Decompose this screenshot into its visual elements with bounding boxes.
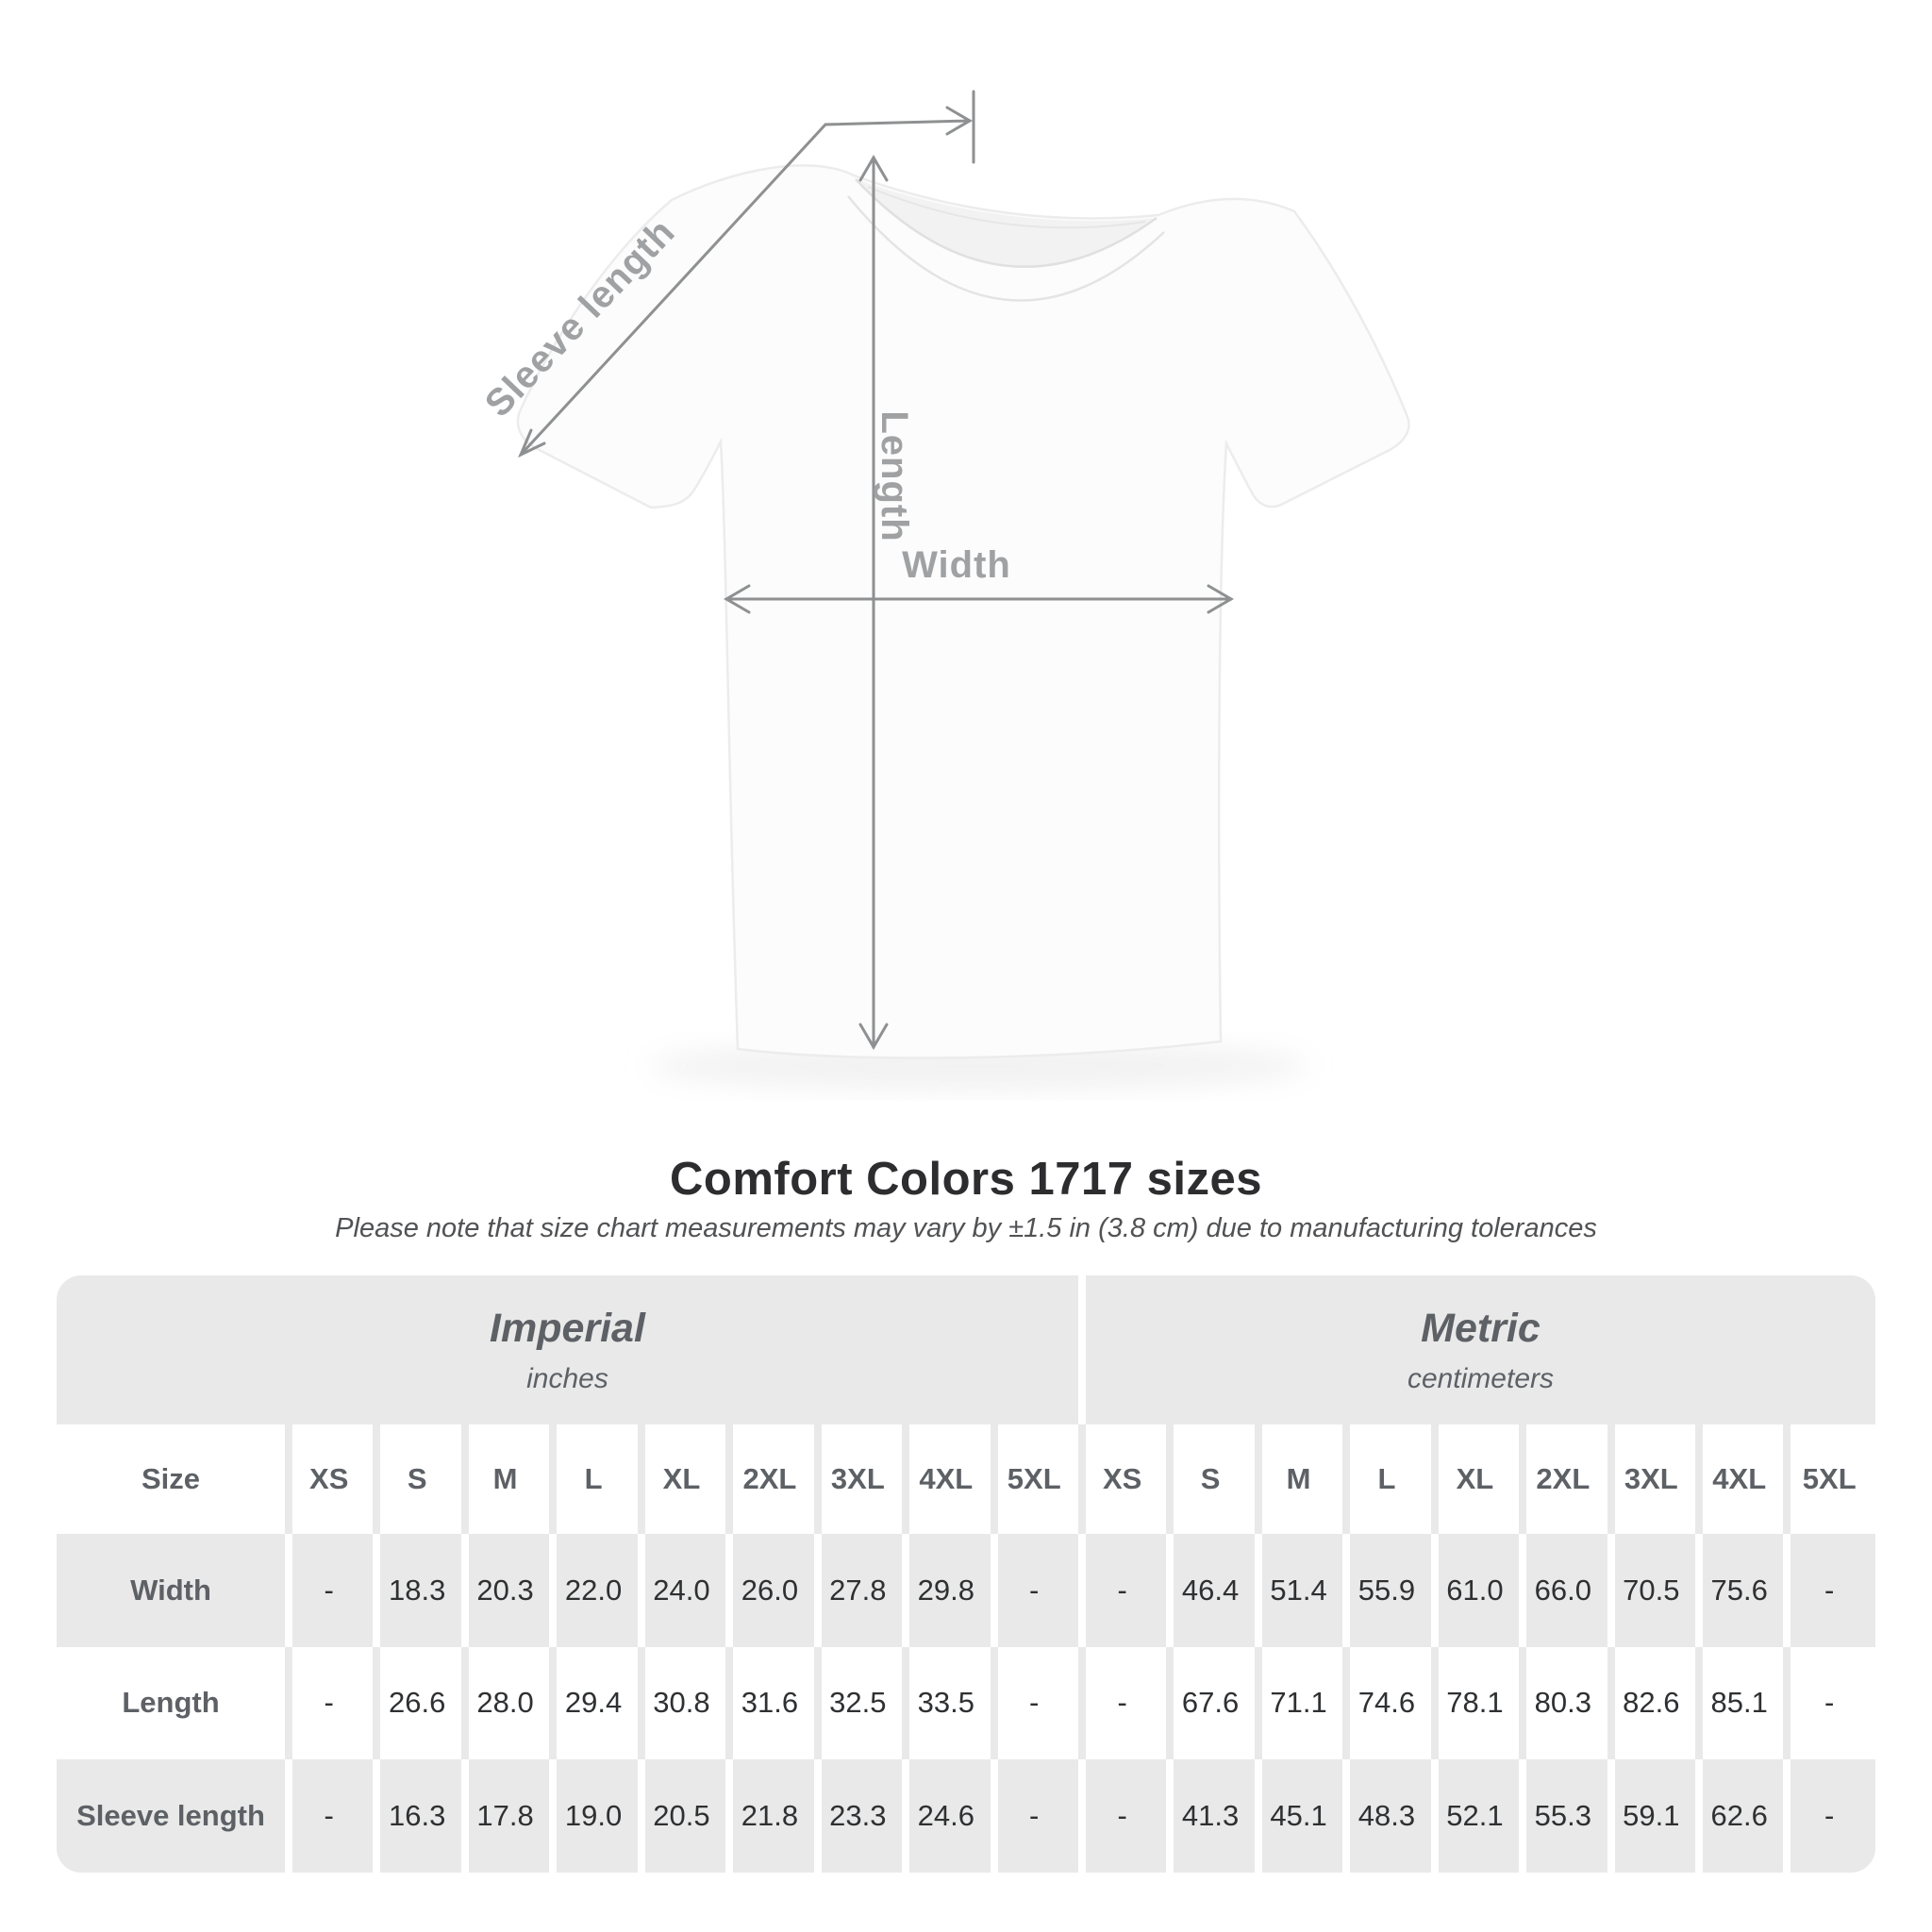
- tshirt-body: [518, 165, 1409, 1058]
- size-header-metric-xl: XL: [1435, 1424, 1523, 1534]
- table-cell-imperial: 33.5: [906, 1647, 993, 1760]
- table-cell-metric: 82.6: [1611, 1647, 1699, 1760]
- metric-section-header: [1082, 1275, 1875, 1424]
- size-chart-table: [57, 1275, 1875, 1873]
- size-header-imperial-s: S: [376, 1424, 464, 1534]
- page-title: Comfort Colors 1717 sizes: [670, 1154, 1262, 1205]
- size-header-imperial-2xl: 2XL: [729, 1424, 817, 1534]
- table-cell-imperial: 29.8: [906, 1534, 993, 1647]
- measurement-row-sleeve-length: [57, 1759, 1875, 1873]
- table-cell-metric: 46.4: [1170, 1534, 1257, 1647]
- size-header-metric-s: S: [1170, 1424, 1257, 1534]
- sleeve-length-label: Sleeve length: [476, 210, 684, 425]
- table-cell-imperial: -: [994, 1534, 1082, 1647]
- table-cell-imperial: 20.5: [641, 1759, 729, 1873]
- size-column-header: Size: [57, 1424, 289, 1534]
- size-header-imperial-l: L: [553, 1424, 641, 1534]
- size-header-metric-xs: XS: [1082, 1424, 1170, 1534]
- table-cell-metric: 67.6: [1170, 1647, 1257, 1760]
- table-cell-imperial: 28.0: [465, 1647, 553, 1760]
- table-cell-metric: 74.6: [1346, 1647, 1434, 1760]
- table-cell-imperial: 20.3: [465, 1534, 553, 1647]
- table-cell-metric: -: [1787, 1759, 1875, 1873]
- table-cell-imperial: 24.6: [906, 1759, 993, 1873]
- table-cell-metric: 52.1: [1435, 1759, 1523, 1873]
- table-cell-imperial: 16.3: [376, 1759, 464, 1873]
- table-cell-imperial: 19.0: [553, 1759, 641, 1873]
- table-cell-metric: -: [1787, 1647, 1875, 1760]
- table-cell-imperial: 30.8: [641, 1647, 729, 1760]
- imperial-label: Imperial: [490, 1305, 645, 1351]
- table-cell-imperial: 32.5: [818, 1647, 906, 1760]
- table-cell-imperial: 18.3: [376, 1534, 464, 1647]
- table-cell-imperial: 23.3: [818, 1759, 906, 1873]
- table-cell-metric: 61.0: [1435, 1534, 1523, 1647]
- size-chart: [57, 1275, 1875, 1873]
- table-cell-metric: 70.5: [1611, 1534, 1699, 1647]
- table-cell-imperial: 17.8: [465, 1759, 553, 1873]
- metric-units-label: centimeters: [1407, 1362, 1554, 1394]
- metric-label: Metric: [1421, 1305, 1541, 1351]
- width-label: Width: [902, 544, 1011, 586]
- table-cell-imperial: -: [289, 1647, 376, 1760]
- table-cell-imperial: 26.6: [376, 1647, 464, 1760]
- size-header-imperial-4xl: 4XL: [906, 1424, 993, 1534]
- size-header-imperial-xl: XL: [641, 1424, 729, 1534]
- table-cell-imperial: 26.0: [729, 1534, 817, 1647]
- row-label: Width: [57, 1534, 289, 1647]
- table-cell-metric: 45.1: [1258, 1759, 1346, 1873]
- row-label: Sleeve length: [57, 1759, 289, 1873]
- table-cell-metric: 71.1: [1258, 1647, 1346, 1760]
- table-cell-metric: 55.3: [1523, 1759, 1610, 1873]
- table-cell-imperial: 29.4: [553, 1647, 641, 1760]
- table-cell-imperial: 21.8: [729, 1759, 817, 1873]
- table-cell-imperial: -: [289, 1534, 376, 1647]
- table-cell-imperial: 31.6: [729, 1647, 817, 1760]
- table-cell-imperial: 24.0: [641, 1534, 729, 1647]
- size-header-metric-2xl: 2XL: [1523, 1424, 1610, 1534]
- unit-header-row: [57, 1275, 1875, 1424]
- measurement-row-length: [57, 1647, 1875, 1760]
- table-cell-metric: 66.0: [1523, 1534, 1610, 1647]
- size-header-row: [57, 1424, 1875, 1534]
- measurement-row-width: [57, 1534, 1875, 1647]
- imperial-section-header: [57, 1275, 1082, 1424]
- tshirt-illustration: [518, 165, 1409, 1058]
- table-cell-imperial: 27.8: [818, 1534, 906, 1647]
- table-cell-imperial: -: [994, 1759, 1082, 1873]
- size-header-imperial-5xl: 5XL: [994, 1424, 1082, 1534]
- size-header-metric-4xl: 4XL: [1699, 1424, 1787, 1534]
- table-cell-metric: 75.6: [1699, 1534, 1787, 1647]
- table-cell-metric: 41.3: [1170, 1759, 1257, 1873]
- size-header-imperial-xs: XS: [289, 1424, 376, 1534]
- table-cell-metric: -: [1082, 1647, 1170, 1760]
- table-cell-metric: 55.9: [1346, 1534, 1434, 1647]
- table-cell-metric: -: [1082, 1759, 1170, 1873]
- tolerance-note: Please note that size chart measurements may vary by ±1.5 in (3.8 cm) due to manufacturing tolerances: [335, 1213, 1597, 1243]
- size-header-imperial-m: M: [465, 1424, 553, 1534]
- table-cell-imperial: -: [289, 1759, 376, 1873]
- table-cell-metric: 80.3: [1523, 1647, 1610, 1760]
- row-label: Length: [57, 1647, 289, 1760]
- size-header-metric-5xl: 5XL: [1787, 1424, 1875, 1534]
- table-cell-metric: 78.1: [1435, 1647, 1523, 1760]
- table-cell-metric: 59.1: [1611, 1759, 1699, 1873]
- table-cell-imperial: 22.0: [553, 1534, 641, 1647]
- length-label: Length: [874, 410, 915, 542]
- table-cell-metric: 51.4: [1258, 1534, 1346, 1647]
- table-cell-metric: 85.1: [1699, 1647, 1787, 1760]
- table-cell-metric: -: [1787, 1534, 1875, 1647]
- size-header-metric-3xl: 3XL: [1611, 1424, 1699, 1534]
- table-cell-metric: -: [1082, 1534, 1170, 1647]
- table-cell-metric: 48.3: [1346, 1759, 1434, 1873]
- imperial-units-label: inches: [526, 1362, 608, 1394]
- size-header-imperial-3xl: 3XL: [818, 1424, 906, 1534]
- table-cell-imperial: -: [994, 1647, 1082, 1760]
- table-cell-metric: 62.6: [1699, 1759, 1787, 1873]
- size-header-metric-l: L: [1346, 1424, 1434, 1534]
- size-header-metric-m: M: [1258, 1424, 1346, 1534]
